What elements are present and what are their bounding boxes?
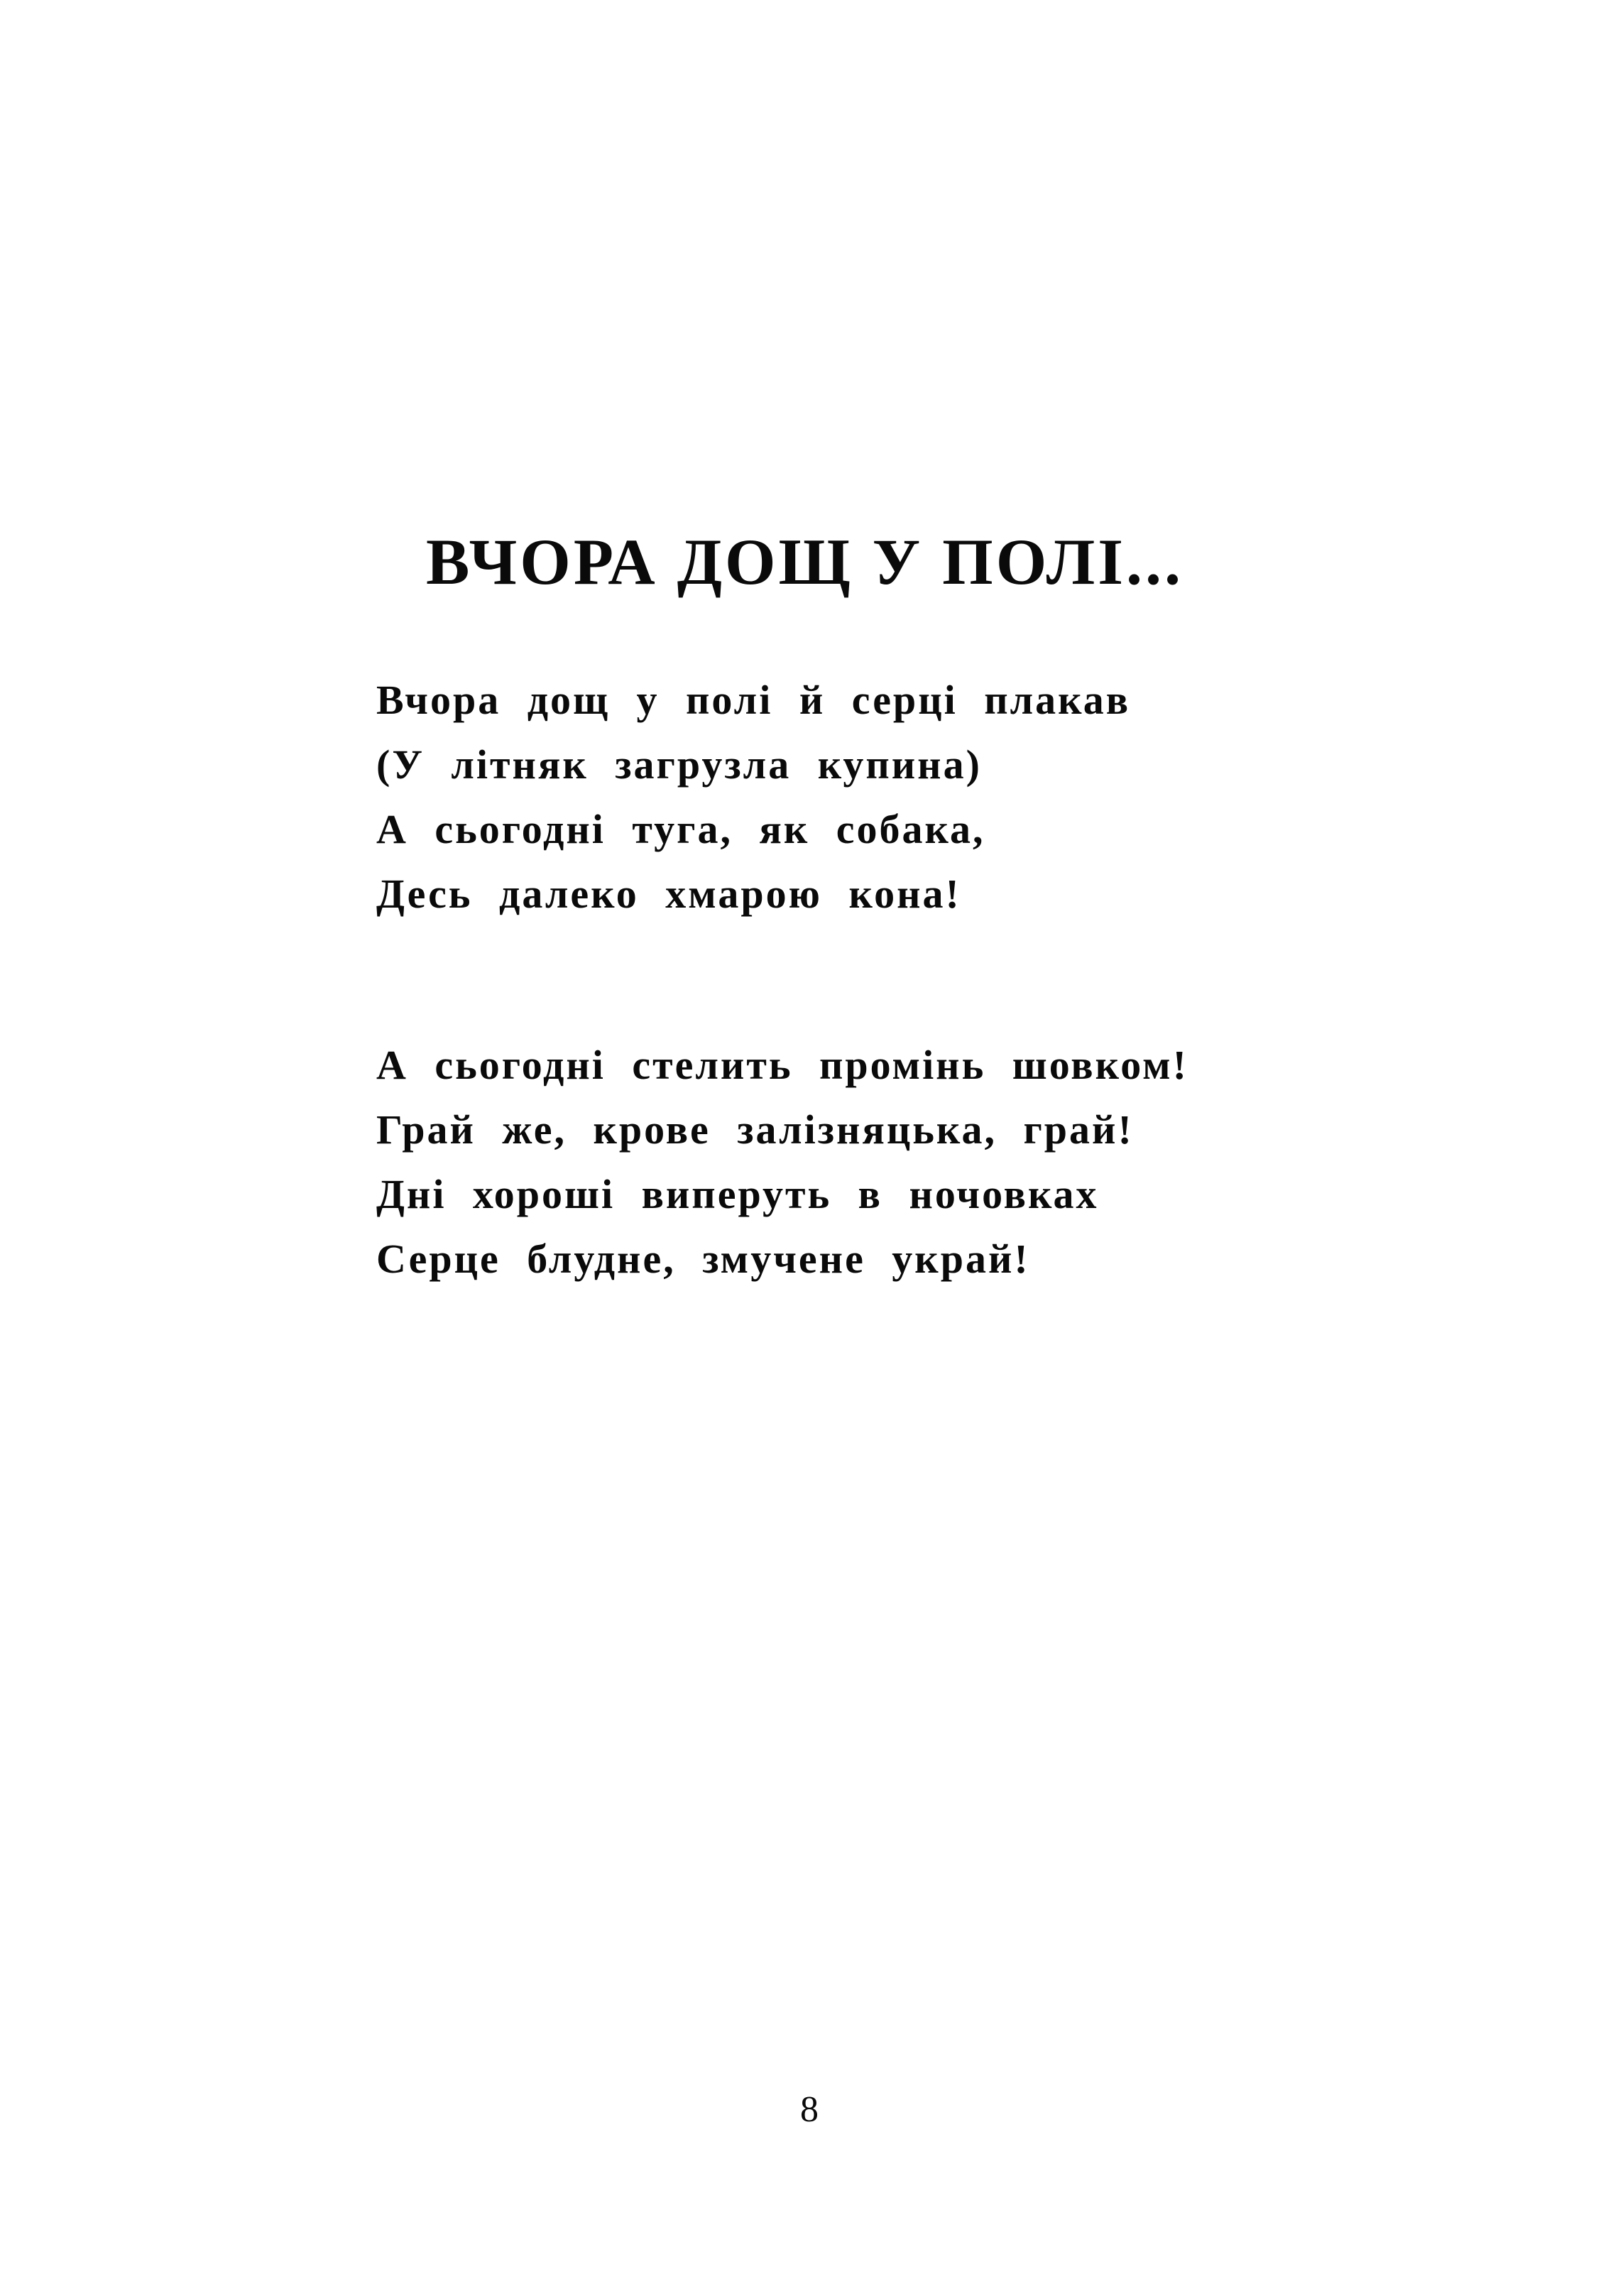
verse-line: (У літняк загрузла купина) — [376, 741, 982, 788]
verse-line: Грай же, крове залізняцька, грай! — [376, 1106, 1134, 1153]
verse-line: Десь далеко хмарою кона! — [376, 871, 961, 917]
stanza-1 — [376, 668, 1299, 926]
verse-line: А сьогодні стелить промінь шовком! — [376, 1042, 1188, 1088]
stanza-2 — [376, 1033, 1299, 1291]
verse-line: Серце блудне, змучене украй! — [376, 1236, 1030, 1282]
page-number: 8 — [800, 2089, 819, 2130]
poem-body — [376, 668, 1299, 1398]
poem-title: ВЧОРА ДОЩ У ПОЛІ... — [426, 526, 1184, 598]
verse-line: Дні хороші виперуть в ночовках — [376, 1171, 1099, 1217]
verse-line: Вчора дощ у полі й серці плакав — [376, 677, 1131, 723]
verse-line: А сьогодні туга, як собака, — [376, 806, 985, 852]
